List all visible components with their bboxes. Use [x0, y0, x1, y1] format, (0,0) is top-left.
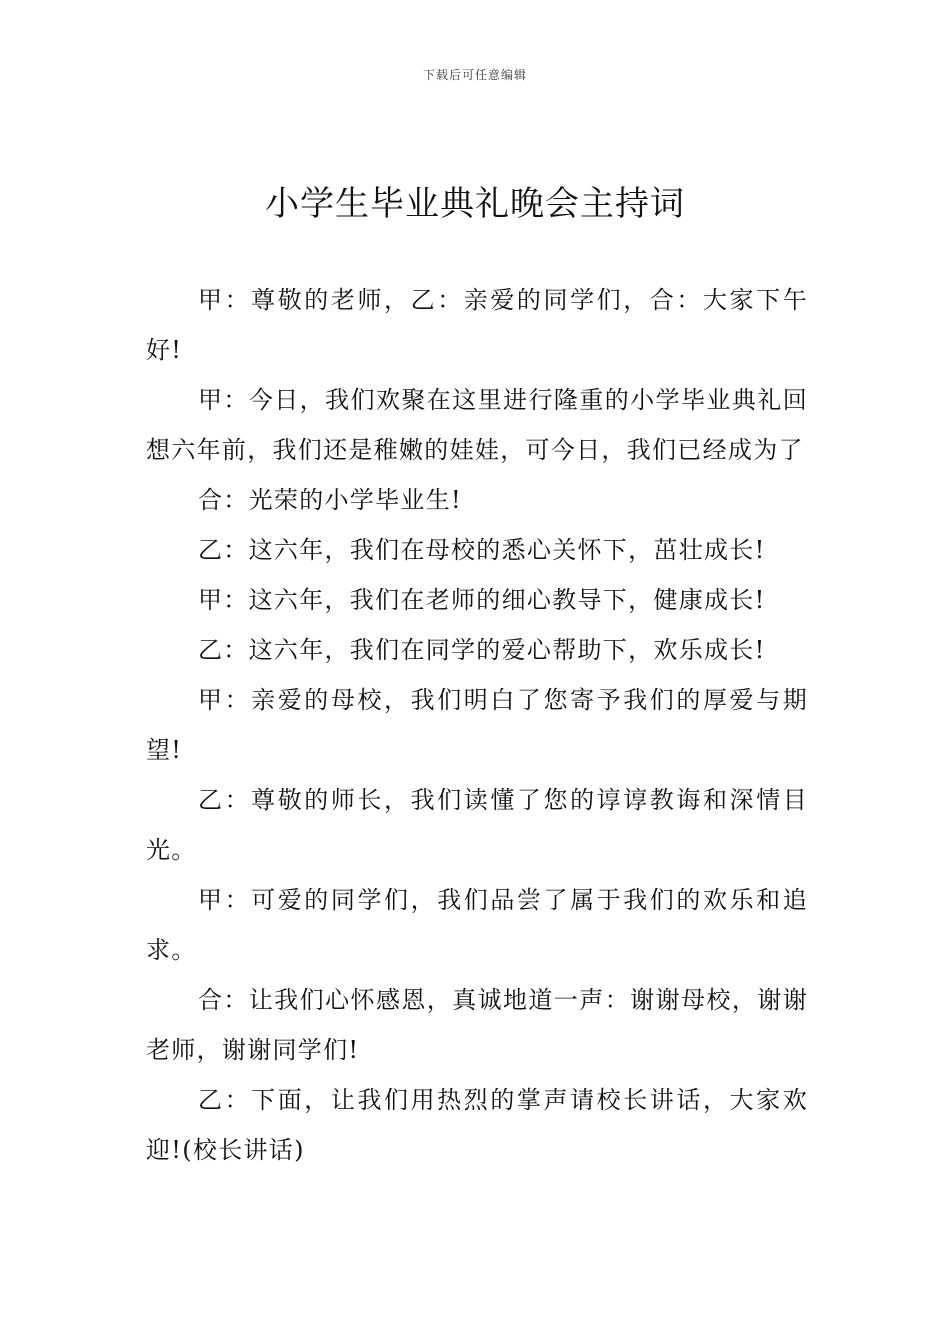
- paragraph: 乙：这六年，我们在母校的悉心关怀下，茁壮成长!: [198, 536, 766, 564]
- header-note: 下载后可任意编辑: [422, 68, 527, 82]
- paragraph: 合：光荣的小学毕业生!: [198, 486, 462, 514]
- paragraph: 甲：这六年，我们在老师的细心教导下，健康成长!: [198, 586, 766, 614]
- paragraph: 合：让我们心怀感恩，真诚地道一声：谢谢母校，谢谢老师，谢谢同学们!: [146, 986, 808, 1064]
- paragraph: 甲：今日，我们欢聚在这里进行隆重的小学毕业典礼回想六年前，我们还是稚嫩的娃娃，可今日，我们已经成为了: [146, 386, 808, 464]
- document-body: [146, 275, 808, 1175]
- document-title: 小学生毕业典礼晚会主持词: [265, 184, 685, 224]
- paragraph: 甲：可爱的同学们，我们品尝了属于我们的欢乐和追求。: [146, 886, 808, 964]
- paragraph: 乙：下面，让我们用热烈的掌声请校长讲话，大家欢迎!(校长讲话): [146, 1086, 808, 1164]
- paragraph: 乙：尊敬的师长，我们读懂了您的谆谆教诲和深情目光。: [146, 786, 808, 864]
- paragraph: 甲：尊敬的老师，乙：亲爱的同学们，合：大家下午好!: [146, 286, 808, 364]
- paragraph: 甲：亲爱的母校，我们明白了您寄予我们的厚爱与期望!: [146, 686, 808, 764]
- paragraph: 乙：这六年，我们在同学的爱心帮助下，欢乐成长!: [198, 636, 766, 664]
